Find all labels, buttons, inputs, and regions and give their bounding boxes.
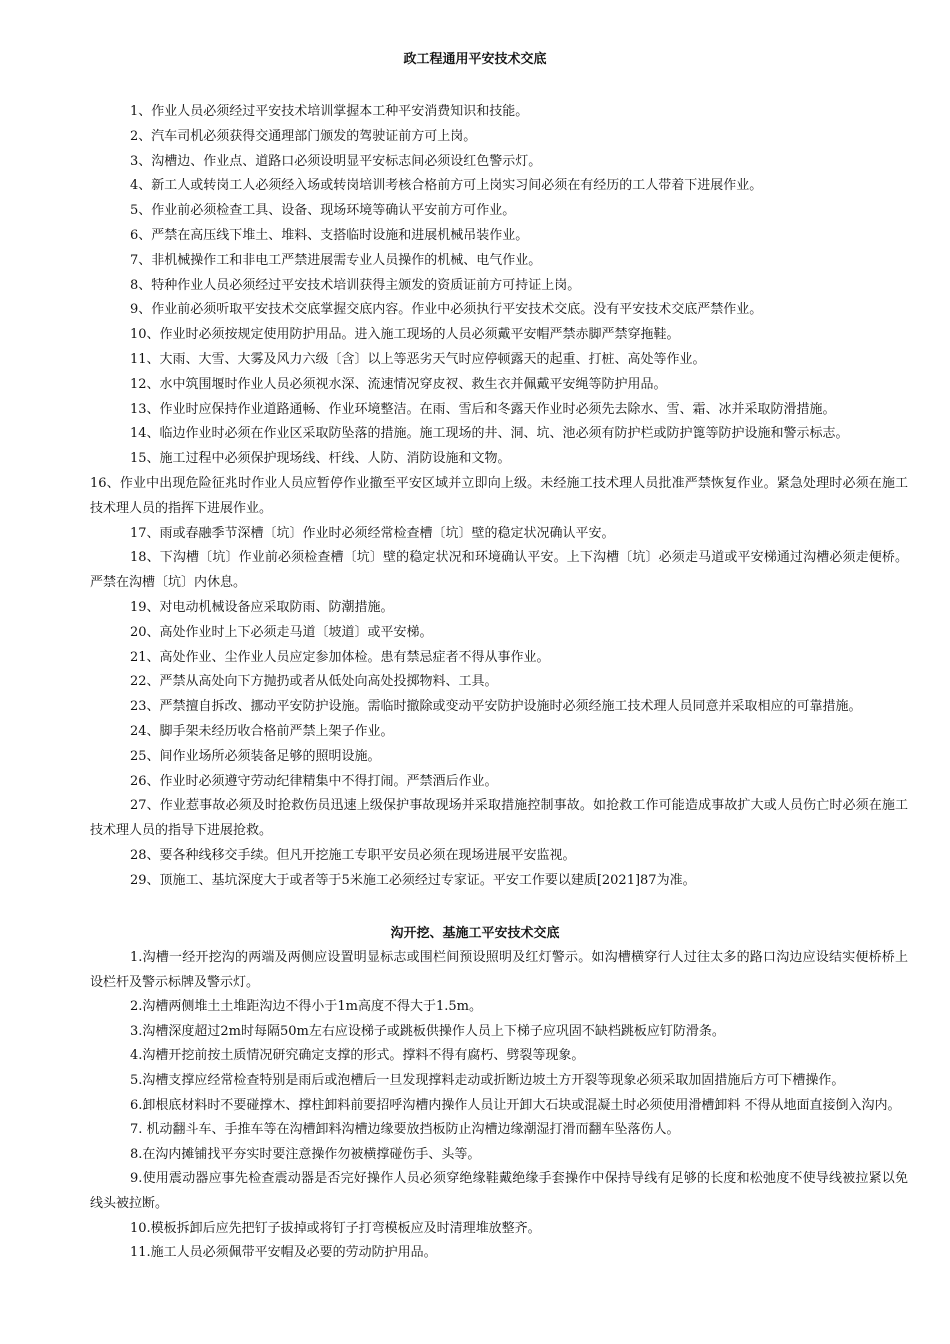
list-item: 15、施工过程中必须保护现场线、杆线、人防、消防设施和文物。	[130, 451, 511, 467]
list-item: 27、作业惹事故必须及时抢救伤员迅速上级保护事故现场并采取措施控制事故。如抢救工作可能造成事故扩大或人员伤亡时必须在施工技术理人员的指导下进展抢救。	[90, 798, 908, 839]
list-item: 9.使用震动器应事先检查震动器是否完好操作人员必须穿绝缘鞋戴绝缘手套操作中保持导线有足够的长度和松弛度不使导线被拉紧以免线头被拉断。	[90, 1171, 908, 1211]
list-item: 6.卸根底材料时不要碰撑木、撑柱卸料前要招呼沟槽内操作人员让开卸大石块或混凝土时必须使用滑槽卸料 不得从地面直接倒入沟内。	[130, 1097, 901, 1113]
list-item: 2.沟槽两侧堆土土堆距沟边不得小于1m高度不得大于1.5m。	[130, 999, 483, 1015]
list-item: 18、下沟槽〔坑〕作业前必须检查槽〔坑〕壁的稳定状况和环境确认平安。上下沟槽〔坑〕必须走马道或平安梯通过沟槽必须走便桥。严禁在沟槽〔坑〕内休息。	[90, 550, 908, 591]
list-item: 12、水中筑围堰时作业人员必须视水深、流速情况穿皮衩、救生衣并佩戴平安绳等防护用品。	[130, 376, 667, 392]
list-item: 1、作业人员必须经过平安技术培训掌握本工种平安消费知识和技能。	[130, 104, 529, 119]
list-item: 7、非机械操作工和非电工严禁进展需专业人员操作的机械、电气作业。	[130, 252, 542, 268]
list-item: 16、作业中出现危险征兆时作业人员应暂停作业撤至平安区域并立即向上级。未经施工技术理人员批准严禁恢复作业。紧急处理时必须在施工技术理人员的指挥下进展作业。	[90, 475, 908, 516]
list-item: 24、脚手架未经历收合格前严禁上架子作业。	[130, 723, 394, 739]
list-item: 20、高处作业时上下必须走马道〔坡道〕或平安梯。	[130, 624, 433, 640]
list-item: 10、作业时必须按规定使用防护用品。进入施工现场的人员必须戴平安帽严禁赤脚严禁穿拖鞋。	[130, 327, 680, 343]
document-title: 政工程通用平安技术交底	[403, 52, 547, 67]
list-item: 9、作业前必须听取平安技术交底掌握交底内容。作业中必须执行平安技术交底。没有平安技术交底严禁作业。	[130, 302, 763, 318]
list-item: 26、作业时必须遵守劳动纪律精集中不得打闹。严禁酒后作业。	[130, 773, 498, 789]
list-item: 21、高处作业、尘作业人员应定参加体检。患有禁忌症者不得从事作业。	[130, 649, 550, 665]
list-item: 11、大雨、大雪、大雾及风力六级〔含〕以上等恶劣天气时应停顿露天的起重、打桩、高处等作业。	[130, 351, 706, 367]
list-item: 29、顶施工、基坑深度大于或者等于5米施工必须经过专家证。平安工作要以建质[2021]87为准。	[130, 872, 696, 888]
list-item: 5、作业前必须检查工具、设备、现场环境等确认平安前方可作业。	[130, 203, 516, 219]
list-item: 5.沟槽支撑应经常检查特别是雨后或泡槽后一旦发现撑料走动或折断边坡土方开裂等现象必须采取加固措施后方可下槽操作。	[130, 1072, 845, 1088]
list-item: 11.施工人员必须佩带平安帽及必要的劳动防护用品。	[130, 1245, 437, 1261]
list-item: 14、临边作业时必须在作业区采取防坠落的措施。施工现场的井、洞、坑、池必须有防护栏或防护篦等防护设施和警示标志。	[130, 426, 849, 442]
list-item: 3、沟槽边、作业点、道路口必须设明显平安标志间必须设红色警示灯。	[130, 153, 542, 169]
list-item: 6、严禁在高压线下堆土、堆料、支搭临时设施和进展机械吊装作业。	[130, 227, 529, 243]
list-item: 22、严禁从高处向下方抛扔或者从低处向高处投掷物料、工具。	[130, 674, 498, 690]
list-item: 17、雨或春融季节深槽〔坑〕作业时必须经常检查槽〔坑〕壁的稳定状况确认平安。	[130, 525, 615, 541]
list-item: 4、新工人或转岗工人必须经入场或转岗培训考核合格前方可上岗实习间必须在有经历的工人带着下进展作业。	[130, 178, 763, 194]
list-item: 23、严禁擅自拆改、挪动平安防护设施。需临时撤除或变动平安防护设施时必须经施工技术理人员同意并采取相应的可靠措施。	[130, 699, 862, 715]
section-title: 沟开挖、基施工平安技术交底	[390, 926, 560, 941]
list-item: 25、间作业场所必须装备足够的照明设施。	[130, 748, 381, 764]
list-item: 7. 机动翻斗车、手推车等在沟槽卸料沟槽边缘要放挡板防止沟槽边缘潮湿打滑而翻车坠落伤人。	[130, 1122, 680, 1138]
trench-safety-list	[90, 946, 908, 1266]
list-item: 8、特种作业人员必须经过平安技术培训获得主颁发的资质证前方可持证上岗。	[130, 277, 581, 293]
list-item: 19、对电动机械设备应采取防雨、防潮措施。	[130, 599, 394, 615]
list-item: 28、要各种线移交手续。但凡开挖施工专职平安员必须在现场进展平安监视。	[130, 847, 576, 863]
list-item: 4.沟槽开挖前按土质情况研究确定支撑的形式。撑料不得有腐朽、劈裂等现象。	[130, 1048, 585, 1064]
list-item: 8.在沟内摊铺找平夯实时要注意操作勿被横撑碰伤手、头等。	[130, 1146, 481, 1162]
list-item: 10.模板拆卸后应先把钉子拔掉或将钉子打弯模板应及时清理堆放整齐。	[130, 1220, 541, 1236]
list-item: 3.沟槽深度超过2m时每隔50m左右应设梯子或跳板供操作人员上下梯子应巩固不缺档跳板应钉防滑条。	[130, 1023, 725, 1039]
list-item: 2、汽车司机必须获得交通理部门颁发的驾驶证前方可上岗。	[130, 128, 477, 144]
list-item: 13、作业时应保持作业道路通畅、作业环境整洁。在雨、雪后和冬露天作业时必须先去除水、雪、霜、冰并采取防滑措施。	[130, 401, 836, 417]
list-item: 1.沟槽一经开挖沟的两端及两侧应设置明显标志或围栏间预设照明及红灯警示。如沟槽横穿行人过往太多的路口沟边应设结实便桥桥上设栏杆及警示标牌及警示灯。	[90, 950, 908, 990]
general-safety-list	[90, 100, 908, 894]
